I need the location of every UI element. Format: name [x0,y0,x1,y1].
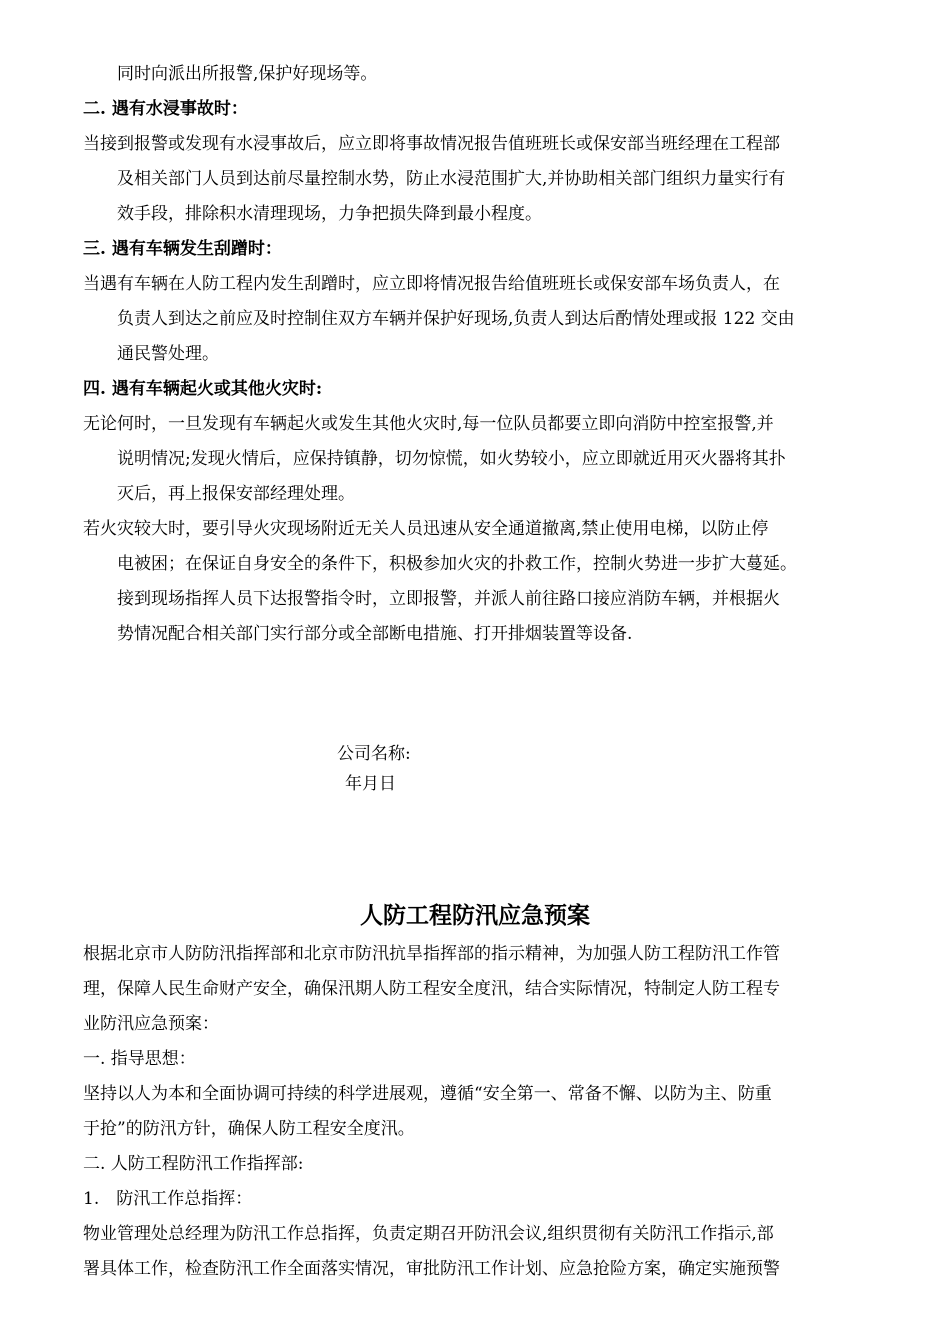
signature-date: 年月日 [345,774,396,794]
section3-line: 负责人到达之前应及时控制住双方车辆并保护好现场,负责人到达后酌情处理或报 122 交由 [117,309,795,329]
command-line: 署具体工作，检查防汛工作全面落实情况，审批防汛工作计划、应急抢险方案，确定实施预警 [83,1259,780,1279]
guiding-line: 坚持以人为本和全面协调可持续的科学进展观，遵循“安全第一、常备不懈、以防为主、防重 [83,1084,772,1104]
document-title: 人防工程防汛应急预案 [360,902,590,929]
section4-line: 电被困；在保证自身安全的条件下，积极参加火灾的扑救工作，控制火势进一步扩大蔓延。 [117,554,797,574]
section4-line: 说明情况;发现火情后，应保持镇静，切勿惊慌，如火势较小，应立即就近用灭火器将其扑 [117,449,786,469]
intro-line: 业防汛应急预案： [83,1014,219,1034]
section3-line: 当遇有车辆在人防工程内发生刮蹭时，应立即将情况报告给值班班长或保安部车场负责人，在 [83,274,780,294]
section4-line: 若火灾较大时，要引导火灾现场附近无关人员迅速从安全通道撤离,禁止使用电梯，以防止停 [83,519,769,539]
command-line: 物业管理处总经理为防汛工作总指挥，负责定期召开防汛会议,组织贯彻有关防汛工作指示,部 [83,1224,774,1244]
section2-line: 当接到报警或发现有水浸事故后，应立即将事故情况报告值班班长或保安部当班经理在工程部 [83,134,780,154]
section2-line: 效手段，排除积水清理现场，力争把损失降到最小程度。 [117,204,542,224]
section4-heading: 四. 遇有车辆起火或其他火灾时: [83,379,323,399]
guiding-heading: 一. 指导思想： [83,1049,196,1069]
section3-line: 通民警处理。 [117,344,219,364]
section2-heading: 二. 遇有水浸事故时： [83,99,248,119]
intro-line: 理，保障人民生命财产安全，确保汛期人防工程安全度汛，结合实际情况，特制定人防工程专 [83,979,780,999]
command-heading: 二. 人防工程防汛工作指挥部: [83,1154,304,1174]
section4-line: 势情况配合相关部门实行部分或全部断电措施、打开排烟装置等设备. [117,624,633,644]
intro-line: 根据北京市人防防汛指挥部和北京市防汛抗旱指挥部的指示精神，为加强人防工程防汛工作管 [83,944,780,964]
signature-company: 公司名称: [337,744,411,764]
section1-tail: 同时向派出所报警,保护好现场等。 [117,64,378,84]
section4-line: 接到现场指挥人员下达报警指令时，立即报警，并派人前往路口接应消防车辆，并根据火 [117,589,780,609]
guiding-line: 于抢”的防汛方针，确保人防工程安全度汛。 [83,1119,415,1139]
section4-line: 无论何时，一旦发现有车辆起火或发生其他火灾时,每一位队员都要立即向消防中控室报警,并 [83,414,774,434]
command-item-1: 1. 防汛工作总指挥： [83,1189,253,1209]
section3-heading: 三. 遇有车辆发生刮蹭时： [83,239,282,259]
section4-line: 灭后，再上报保安部经理处理。 [117,484,355,504]
section2-line: 及相关部门人员到达前尽量控制水势，防止水浸范围扩大,并协助相关部门组织力量实行有 [117,169,786,189]
